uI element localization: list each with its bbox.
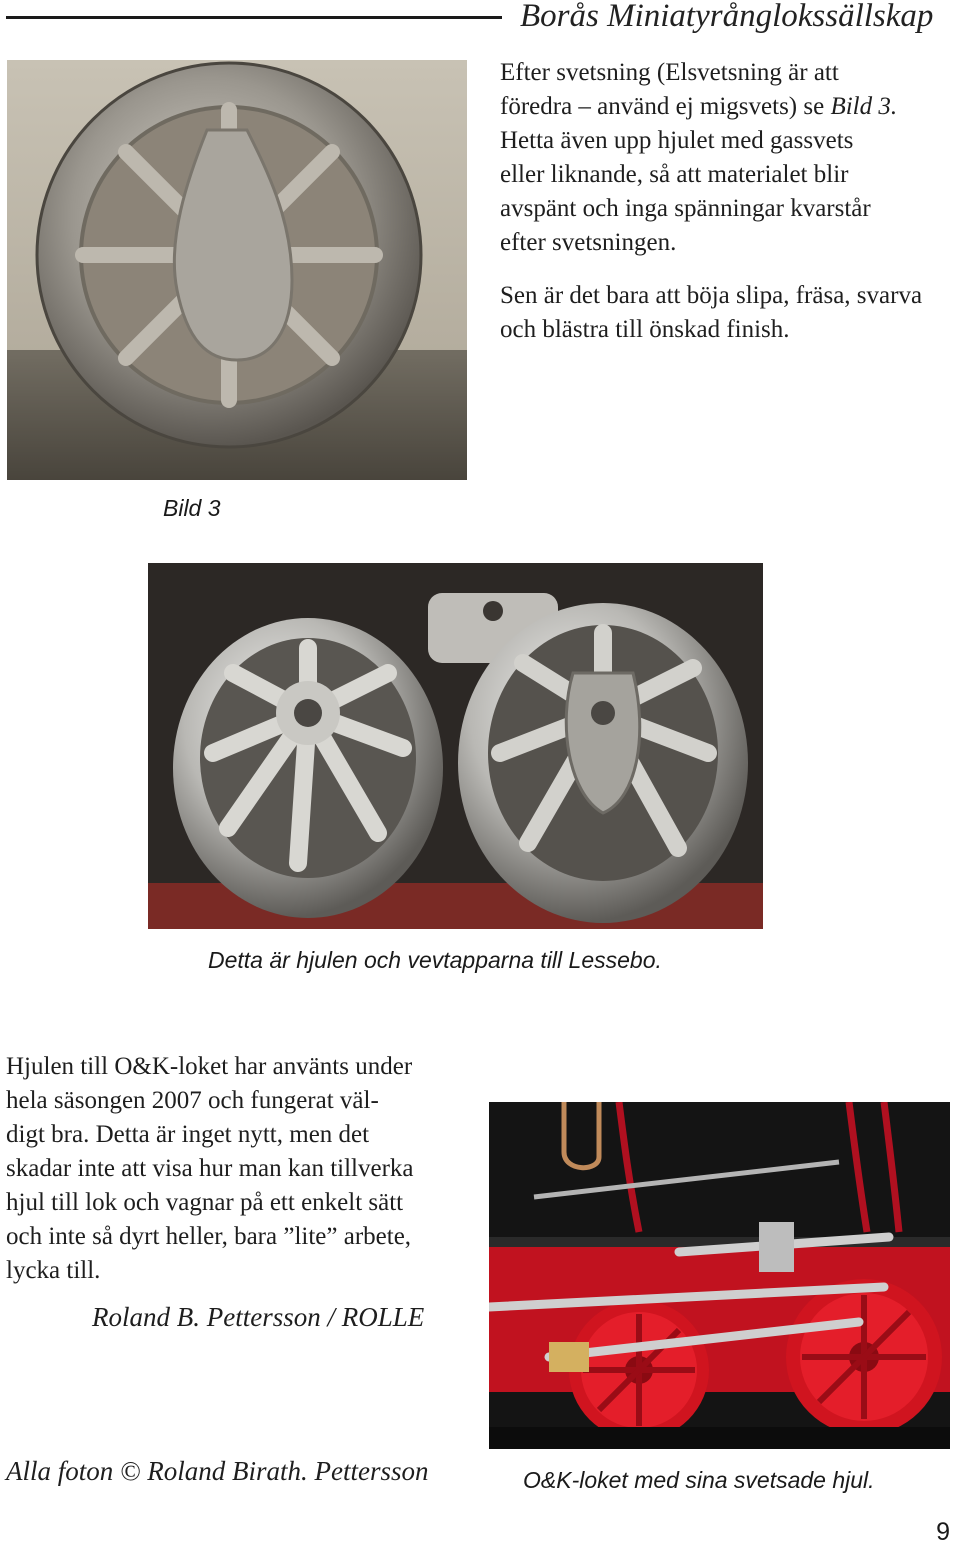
photo-credit: Alla foton © Roland Birath. Pettersson [6, 1456, 429, 1486]
header-rule [6, 16, 502, 19]
page-number: 9 [936, 1518, 950, 1546]
intro-line-text: föredra – använd ej migsvets) se [500, 93, 831, 120]
publication-title: Borås Miniatyrånglokssällskap [520, 0, 934, 34]
figure-reference: Bild 3. [830, 93, 898, 120]
intro-line [500, 90, 952, 124]
intro-line: efter svetsningen. [500, 229, 677, 256]
photo3-caption: O&K-loket med sina svetsade hjul. [523, 1467, 875, 1493]
welded-wheel-photo [7, 60, 467, 480]
summary-line: Hjulen till O&K-loket har använts under [6, 1053, 413, 1080]
author-signature: Roland B. Pettersson / ROLLE [92, 1302, 425, 1332]
summary-line: hela säsongen 2007 och fungerat väl- [6, 1087, 379, 1114]
intro-line: eller liknande, så att materialet blir [500, 161, 849, 188]
intro-paragraph [500, 56, 952, 260]
photo1-caption: Bild 3 [163, 495, 221, 521]
finish-line: och blästra till önskad finish. [500, 316, 790, 343]
photo2-caption: Detta är hjulen och vevtapparna till Lessebo. [208, 947, 662, 973]
summary-line: och inte så dyrt heller, bara ”lite” arbete, [6, 1223, 412, 1250]
intro-line: Efter svetsning (Elsvetsning är att [500, 59, 839, 86]
summary-line: lycka till. [6, 1257, 101, 1284]
summary-line: skadar inte att visa hur man kan tillverka [6, 1155, 414, 1182]
summary-paragraph [6, 1050, 442, 1288]
finish-paragraph [500, 279, 952, 347]
intro-line: Hetta även upp hjulet med gassvets [500, 127, 854, 154]
finish-line: Sen är det bara att böja slipa, fräsa, svarva [500, 282, 923, 309]
summary-line: digt bra. Detta är inget nytt, men det [6, 1121, 370, 1148]
summary-line: hjul till lok och vagnar på ett enkelt sätt [6, 1189, 404, 1216]
locomotive-photo [489, 1102, 950, 1449]
intro-line: avspänt och inga spänningar kvarstår [500, 195, 871, 222]
lessebo-wheels-photo [148, 563, 763, 929]
